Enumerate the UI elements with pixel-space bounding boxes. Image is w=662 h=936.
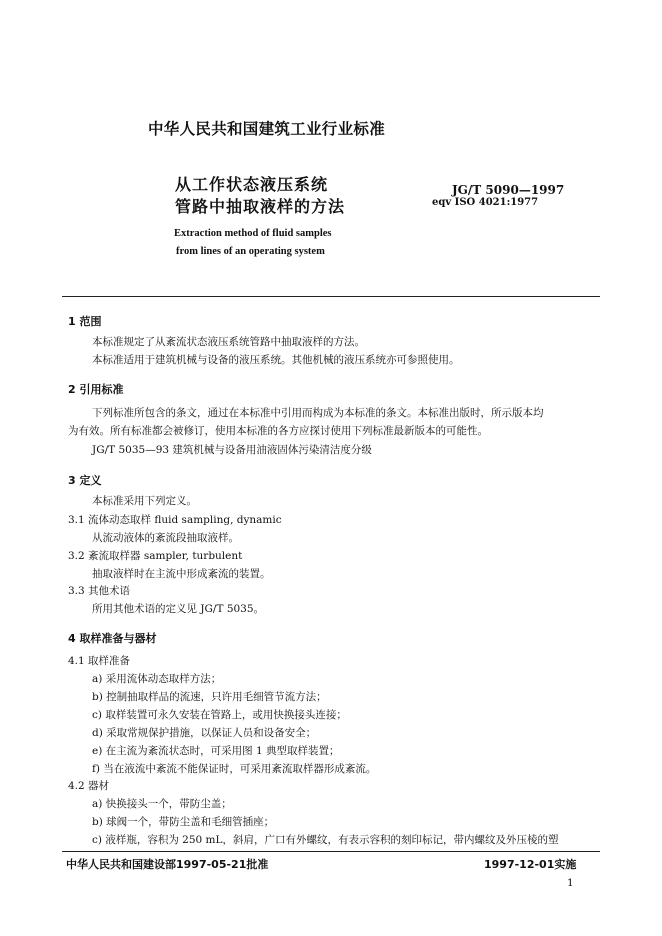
section-1-paragraph-1: 本标准规定了从紊流状态液压系统管路中抽取液样的方法。 (92, 336, 365, 348)
standard-equivalence: eqv ISO 4021:1977 (432, 197, 539, 208)
section-2-paragraph-line-1: 下列标准所包含的条文，通过在本标准中引用而构成为本标准的条文。本标准出版时，所示版本均 (92, 407, 544, 419)
effective-date: 1997-12-01实施 (484, 858, 577, 871)
section-1-paragraph-2: 本标准适用于建筑机械与设备的液压系统。其他机械的液压系统亦可参照使用。 (92, 354, 460, 366)
english-title-line-1: Extraction method of fluid samples (174, 228, 332, 239)
section-3-3-heading: 3.3 其他术语 (68, 585, 131, 597)
section-3-2-body: 抽取液样时在主流中形成紊流的装置。 (92, 568, 271, 580)
section-4-heading: 4 取样准备与器材 (68, 632, 157, 645)
section-2-heading: 2 引用标准 (68, 383, 124, 396)
standard-title-line-1: 从工作状态液压系统 (175, 175, 329, 194)
section-4-2-item-c: c) 液样瓶，容积为 250 mL，斜肩，广口有外螺纹，有表示容积的刻印标记，带内螺纹及外压棱的塑 (92, 834, 559, 846)
section-3-1-heading: 3.1 流体动态取样 fluid sampling, dynamic (68, 514, 282, 526)
section-4-2-heading: 4.2 器材 (68, 780, 110, 792)
section-4-1-item-c: c) 取样装置可永久安装在管路上，或用快换接头连接； (92, 709, 347, 721)
section-4-1-heading: 4.1 取样准备 (68, 655, 131, 667)
section-4-2-item-b: b) 球阀一个，带防尘盖和毛细管插座； (92, 816, 275, 828)
section-1-heading: 1 范围 (68, 315, 102, 328)
section-2-reference: JG/T 5035—93 建筑机械与设备用油液固体污染清洁度分级 (92, 444, 372, 456)
section-3-intro: 本标准采用下列定义。 (92, 495, 197, 507)
page-number: 1 (567, 877, 574, 889)
section-3-3-body: 所用其他术语的定义见 JG/T 5035。 (92, 603, 265, 615)
section-3-heading: 3 定义 (68, 474, 102, 487)
section-4-1-item-d: d) 采取常规保护措施，以保证人员和设备安全； (92, 727, 317, 739)
approval-line: 中华人民共和国建设部1997-05-21批准 (66, 858, 269, 871)
standard-number: JG/T 5090—1997 (452, 183, 565, 197)
footer-divider (62, 851, 600, 852)
section-4-1-item-b: b) 控制抽取样品的流速，只许用毛细管节流方法； (92, 691, 327, 703)
section-4-2-item-a: a) 快换接头一个，带防尘盖； (92, 798, 232, 810)
section-2-paragraph-line-2: 为有效。所有标准都会被修订，使用本标准的各方应探讨使用下列标准最新版本的可能性。 (68, 425, 488, 437)
header-divider (62, 296, 600, 297)
standard-title-line-2: 管路中抽取液样的方法 (175, 197, 346, 216)
section-4-1-item-a: a) 采用流体动态取样方法； (92, 673, 222, 685)
english-title-line-2: from lines of an operating system (176, 246, 325, 257)
issuing-body-title: 中华人民共和国建筑工业行业标准 (148, 120, 386, 138)
section-3-1-body: 从流动液体的紊流段抽取液样。 (92, 532, 239, 544)
section-4-1-item-e: e) 在主流为紊流状态时，可采用图 1 典型取样装置； (92, 745, 340, 757)
section-4-1-item-f: f) 当在液流中紊流不能保证时，可采用紊流取样器形成紊流。 (92, 763, 377, 775)
section-3-2-heading: 3.2 紊流取样器 sampler, turbulent (68, 550, 243, 562)
